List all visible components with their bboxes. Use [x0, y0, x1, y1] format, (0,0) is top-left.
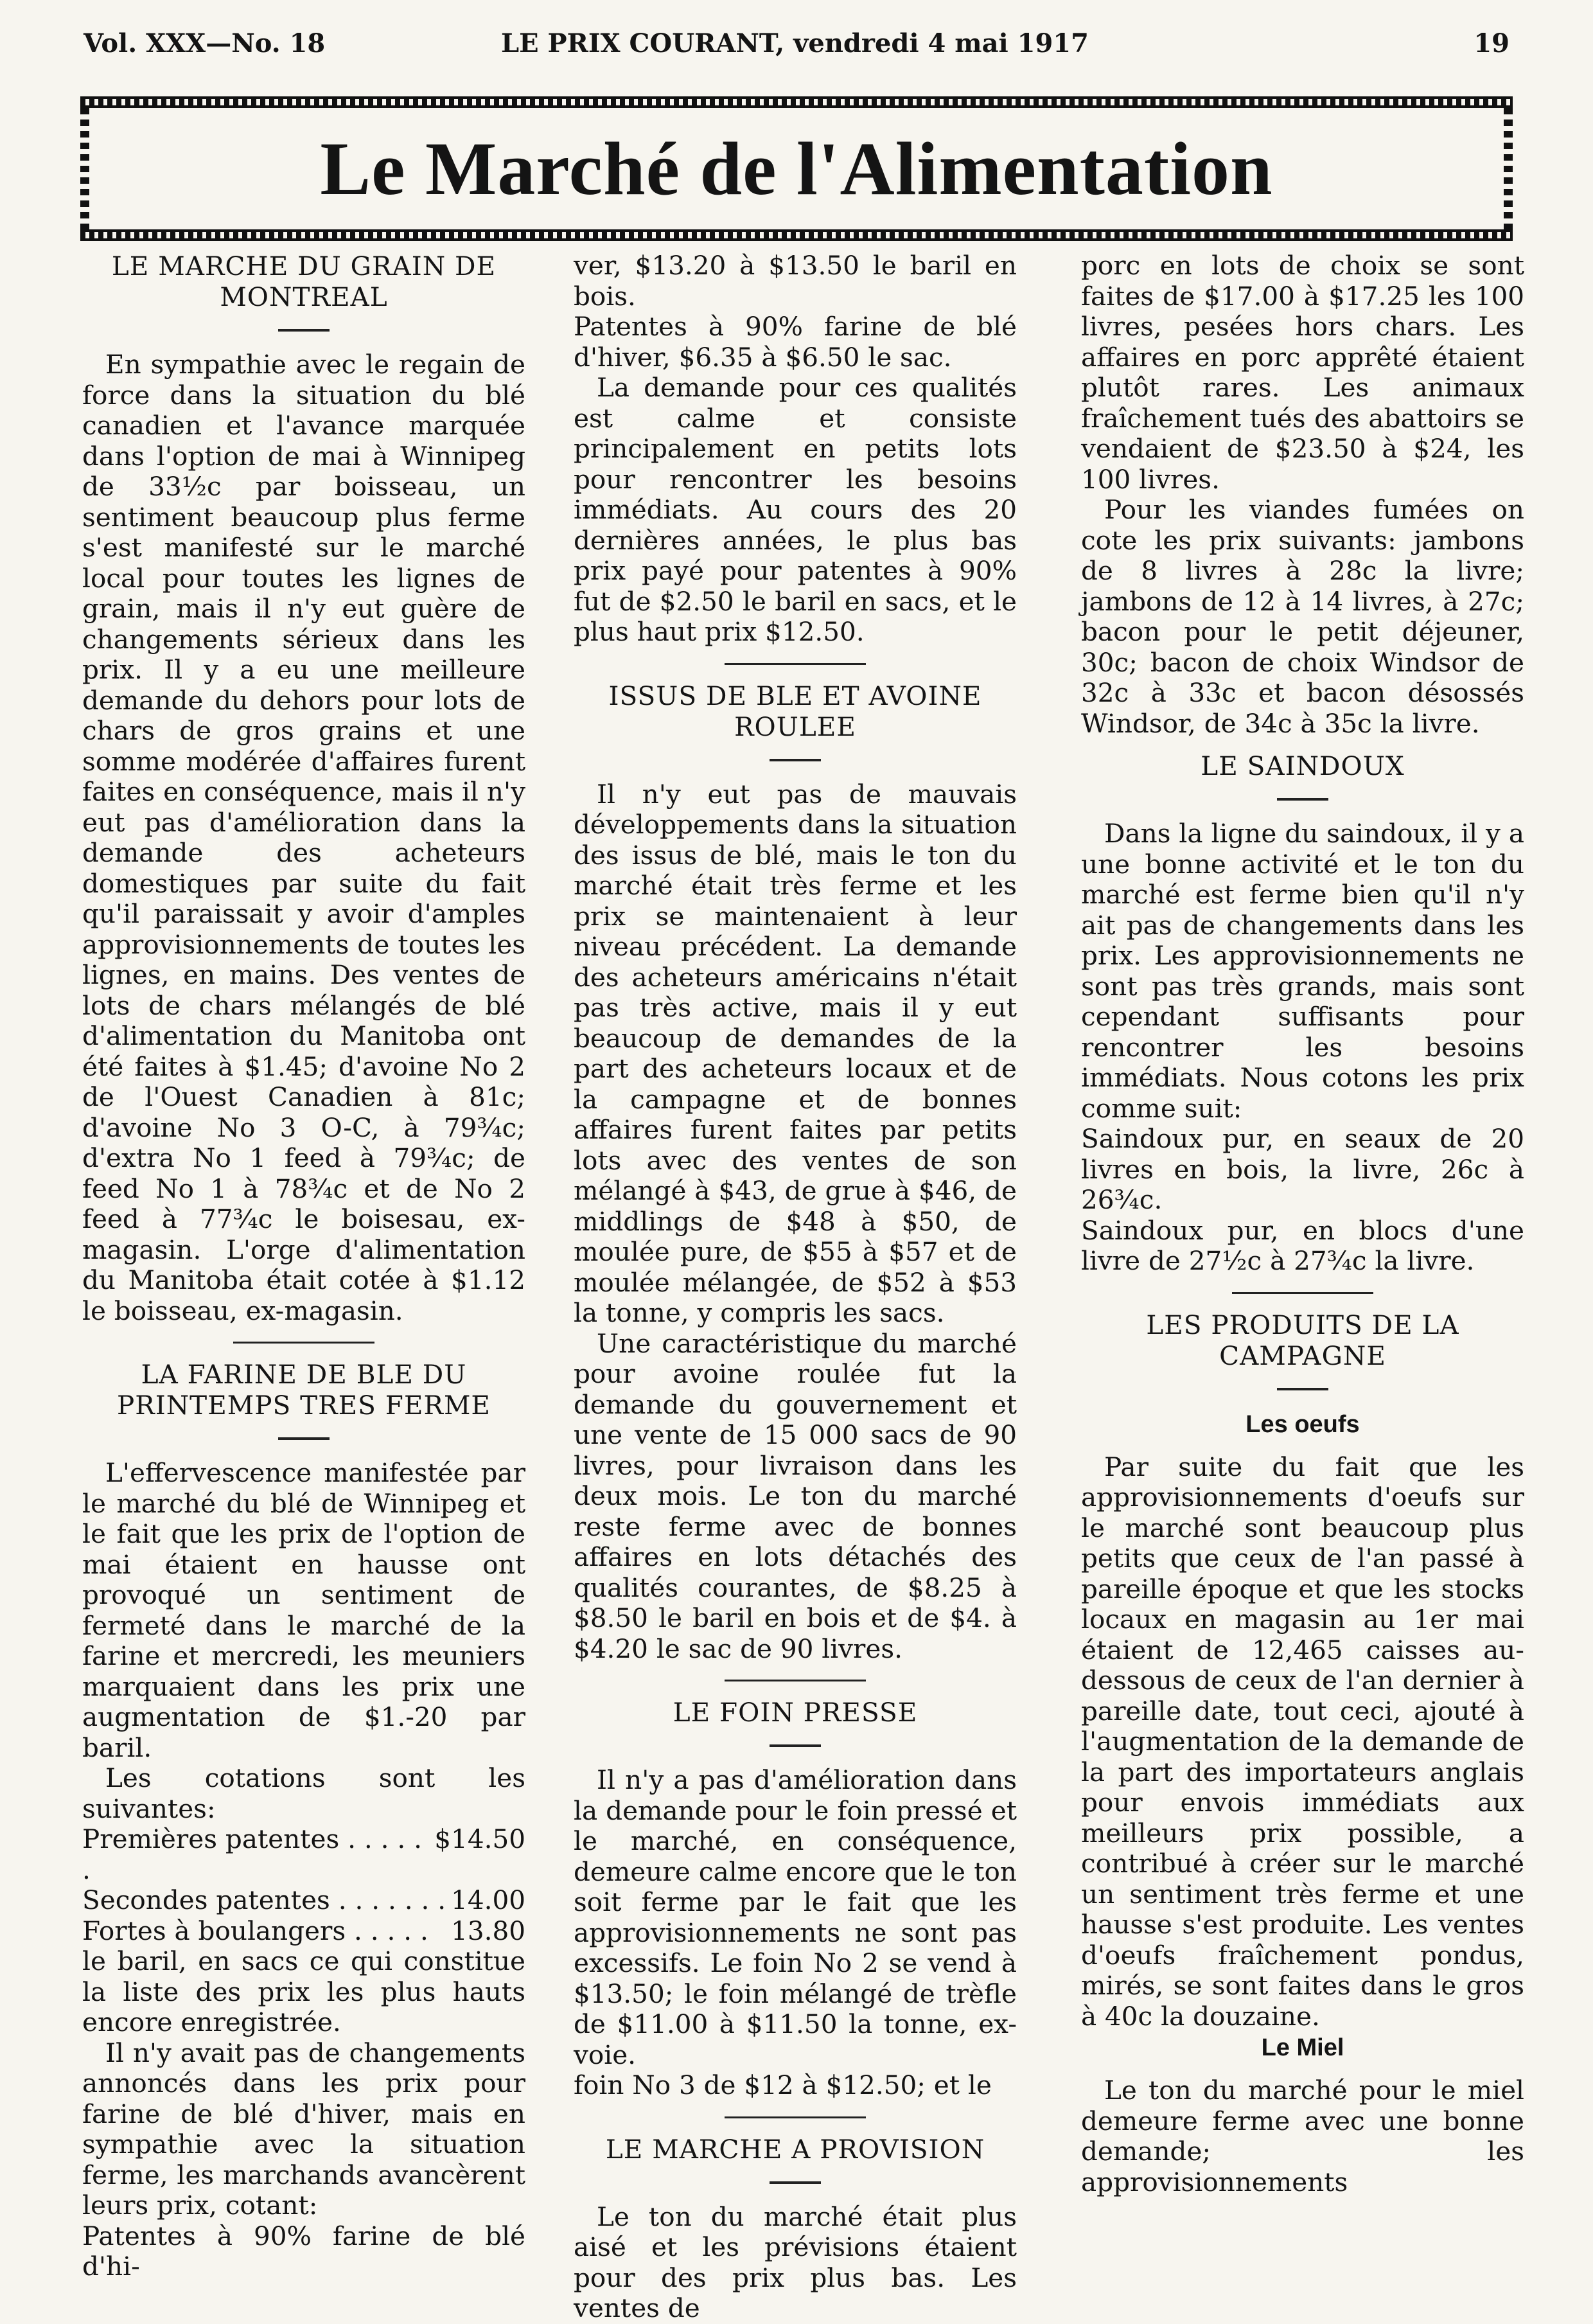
paragraph: Patentes à 90% farine de blé d'hi-: [82, 2220, 525, 2282]
paragraph: Saindoux pur, en seaux de 20 livres en bois, la livre, 26c à 26¾c.: [1081, 1123, 1524, 1215]
spacer: [1081, 1441, 1524, 1452]
paragraph: En sympathie avec le regain de force dans la situation du blé canadien et l'avance marquée dans l'option de mai à Winnipeg de 33½c par boisseau, un sentiment beaucoup plus ferme s'est manifesté sur le marché local pour toutes les lignes de grain, mais il n'y eut guère de changements sérieux dans les prix. Il y a eu une meilleure demande du dehors pour lots de chars de gros grains et une somme modérée d'affaires furent faites en conséquence, mais il n'y eut pas d'amélioration dans la demande des acheteurs domestiques par suite du fait qu'il paraissait y avoir d'amples approvisionnements de toutes les lignes, en mains. Des ventes de lots de chars mélangés de blé d'alimentation du Manitoba ont été faites à $1.45; d'avoine No 2 de l'Ouest Canadien à 81c; d'avoine No 3 O-C, à 79¾c; d'extra No 1 feed à 79¾c; de feed No 1 à 78¾c et de No 2 feed à 77¾c le boisesau, ex-magasin. L'orge d'alimentation du Manitoba était cotée à $1.12 le boisseau, ex-magasin.: [82, 349, 525, 1326]
spacer: [1081, 2064, 1524, 2075]
price-row: [82, 1916, 525, 1947]
paragraph: Il n'y avait pas de changements annoncés dans les prix pour farine de blé d'hiver, mais en sympathie avec la situation ferme, les marchands avancèrent leurs prix, cotant:: [82, 2037, 525, 2221]
paragraph: foin No 3 de $12 à $12.50; et le: [574, 2070, 992, 2100]
paragraph: Par suite du fait que les approvisionnements d'oeufs sur le marché sont beaucoup plus petits que ceux de l'an passé à pareille époque et que les stocks locaux en magasin au 1er mai étaient de 12,465 caisses au-dessous de ceux de l'an dernier à pareille date, tout ceci, ajouté à l'augmentation de la demande de la part des importateurs anglais pour envois immédiats aux meilleurs prix possible, a contribué à créer sur le marché un sentiment très ferme et une hausse s'est produite. Les ventes d'oeufs fraîchement pondus, mirés, se sont faites dans le gros à 40c la douzaine.: [1081, 1451, 1524, 2032]
section-separator: [233, 1342, 374, 1344]
price-value: 14.00: [451, 1885, 525, 1915]
heading-spring-flour: LA FARINE DE BLE DU PRINTEMPS TRES FERME: [117, 1359, 491, 1421]
section-banner: [80, 96, 1513, 241]
price-label: Fortes à boulangers . . . . .: [82, 1915, 428, 1946]
price-value: 13.80: [451, 1915, 525, 1946]
heading-country-produce: LES PRODUITS DE LA CAMPAGNE: [1146, 1309, 1459, 1371]
price-label: Premières patentes . . . . . .: [82, 1823, 423, 1885]
heading-rule: [770, 1744, 821, 1747]
price-value: $14.50: [434, 1823, 525, 1854]
price-row: [82, 1885, 525, 1916]
section-separator: [725, 663, 866, 665]
heading-rule: [278, 329, 330, 332]
heading-grain-market: LE MARCHE DU GRAIN DE MONTREAL: [111, 251, 497, 312]
paragraph: Il n'y a pas d'amélioration dans la demande pour le foin pressé et le marché, en conséquence, demeure calme encore que le ton soit ferme par le fait que les approvisionnements ne sont pas excessifs. Le foin No 2 se vend à $13.50; le foin mélangé de trèfle de $11.00 à $11.50 la tonne, ex-voie.: [574, 1764, 1017, 2070]
paragraph: Saindoux pur, en blocs d'une livre de 27½c à 27¾c la livre.: [1081, 1214, 1524, 1276]
price-label: Secondes patentes . . . . . . .: [82, 1885, 446, 1915]
paragraph: ver, $13.20 à $13.50 le baril en bois.: [574, 250, 1017, 312]
heading-lard: LE SAINDOUX: [1201, 750, 1405, 781]
heading-pressed-hay: LE FOIN PRESSE: [673, 1697, 918, 1728]
column-3: [1081, 251, 1524, 2197]
paragraph: Dans la ligne du saindoux, il y a une bonne activité et le ton du marché est ferme bien qu'il n'y ait pas de changements dans les prix. Les approvisionnements ne sont pas très grands, mais sont cependant suffisants pour rencontrer les besoins immédiats. Nous cotons les prix comme suit:: [1081, 818, 1524, 1124]
column-1: [82, 251, 525, 2282]
column-2: [574, 251, 1017, 2324]
paragraph: Le ton du marché pour le miel demeure ferme avec une bonne demande; les approvisionnements: [1081, 2075, 1524, 2197]
heading-rule: [770, 2181, 821, 2184]
price-row: [82, 1824, 525, 1885]
masthead-date: LE PRIX COURANT, vendredi 4 mai 1917: [501, 28, 1089, 58]
paragraph: porc en lots de choix se sont faites de $17.00 à $17.25 les 100 livres, pesées hors chars. Les affaires en porc apprêté étaient plutôt rares. Les animaux fraîchement tués des abattoirs se vendaient de $23.50 à $24, les 100 livres.: [1081, 250, 1524, 495]
running-header: [84, 28, 1509, 73]
paragraph: La demande pour ces qualités est calme et consiste principalement en petits lots pour rencontrer les besoins immédiats. Au cours des 20 dernières années, le plus bas prix payé pour patentes à 90% fut de $2.50 le baril en sacs, et le plus haut prix $12.50.: [574, 372, 1017, 647]
section-separator: [1232, 1292, 1373, 1294]
heading-rule: [770, 759, 821, 761]
banner-top-rule: [80, 96, 1513, 108]
heading-rule: [1277, 1388, 1328, 1390]
heading-rule: [1277, 798, 1328, 801]
section-separator: [725, 2116, 866, 2118]
subheading-eggs: Les oeufs: [1245, 1410, 1360, 1438]
subheading-honey: Le Miel: [1261, 2034, 1344, 2061]
paragraph: Il n'y eut pas de mauvais développements dans la situation des issus de blé, mais le ton du marché était très ferme et les prix se maintenaient à leur niveau précédent. La demande des acheteurs américains n'était pas très active, mais il y eut beaucoup de demandes de la part des acheteurs locaux et de la campagne et de bonnes affaires furent faites par petits lots avec des ventes de son mélangé à $43, de grue à $46, de middlings de $48 à $50, de moulée pure, de $55 à $57 et de moulée mélangée, de $52 à $53 la tonne, y compris les sacs.: [574, 778, 1017, 1328]
heading-rule: [278, 1437, 330, 1440]
page-number: 19: [1474, 28, 1509, 58]
heading-bran-oats: ISSUS DE BLE ET AVOINE ROULEE: [608, 680, 982, 742]
paragraph: Pour les viandes fumées on cote les prix suivants: jambons de 8 livres à 28c la livre; jambons de 12 à 14 livres, à 27c; bacon pour le petit déjeuner, 30c; bacon de choix Windsor de 32c à 33c et bacon désossés Windsor, de 34c à 35c la livre.: [1081, 494, 1524, 739]
paragraph: le baril, en sacs ce qui constitue la liste des prix les plus hauts encore enregistrée.: [82, 1946, 525, 2037]
paragraph: Patentes à 90% farine de blé d'hiver, $6.35 à $6.50 le sac.: [574, 311, 1017, 373]
paragraph: L'effervescence manifestée par le marché du blé de Winnipeg et le fait que les prix de l'option de mai étaient en hausse ont provoqué un sentiment de fermeté dans le marché de la farine et mercredi, les meuniers marquaient dans les prix une augmentation de $1.-20 par baril.: [82, 1457, 525, 1763]
section-title: Le Marché de l'Alimentation: [320, 127, 1273, 211]
paragraph: Les cotations sont les suivantes:: [82, 1762, 525, 1824]
volume-number: Vol. XXX—No. 18: [84, 28, 326, 58]
paragraph: Une caractéristique du marché pour avoine roulée fut la demande du gouvernement et une vente de 15 000 sacs de 90 livres, pour livraison dans les deux mois. Le ton du marché reste ferme avec de bonnes affaires en lots détachés des qualités courantes, de $8.25 à $8.50 le baril en bois et de $4. à $4.20 le sac de 90 livres.: [574, 1327, 1017, 1664]
banner-bottom-rule: [80, 229, 1513, 241]
spacer: [1081, 739, 1524, 750]
section-separator: [725, 1680, 866, 1681]
heading-provisions: LE MARCHE A PROVISION: [605, 2133, 985, 2165]
paragraph: Le ton du marché était plus aisé et les prévisions étaient pour des prix plus bas. Les ventes de: [574, 2201, 1017, 2323]
